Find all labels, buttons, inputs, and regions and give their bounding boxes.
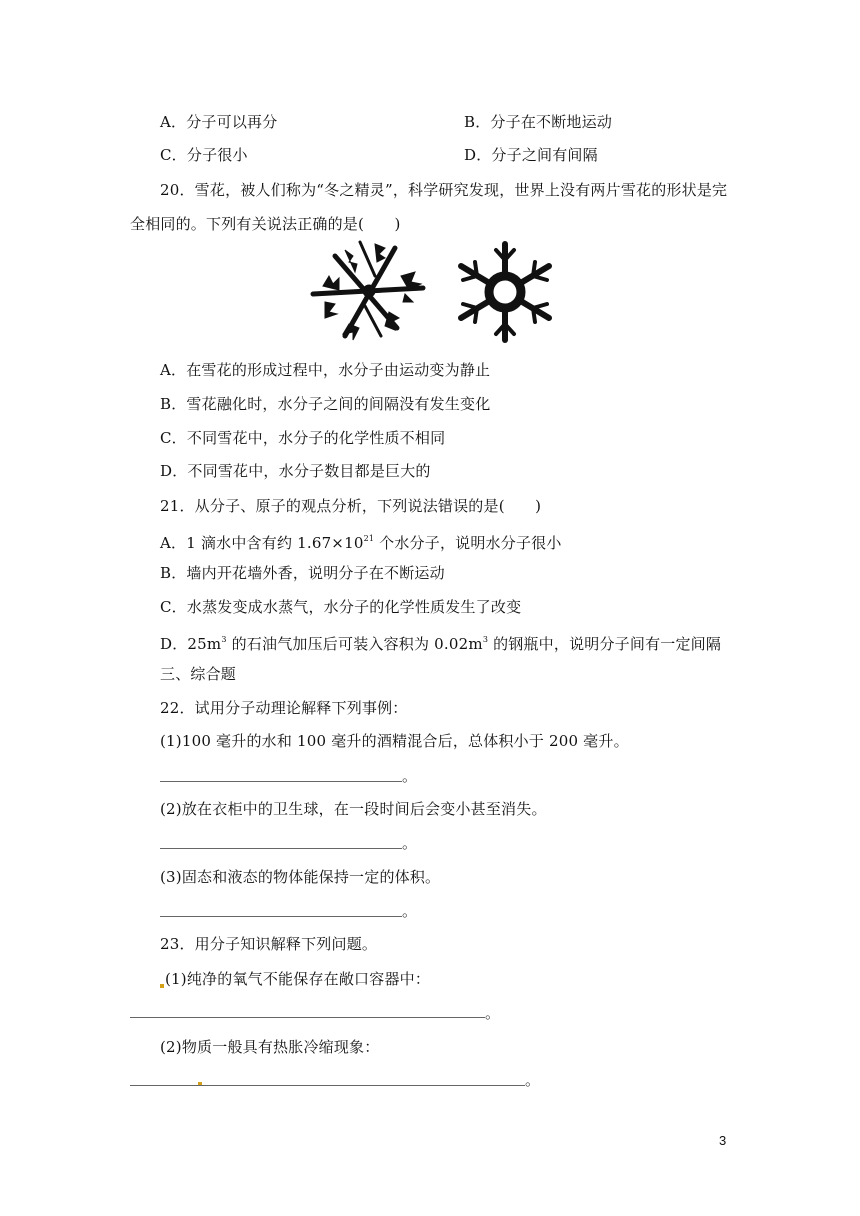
q22-answer-blank-3[interactable] [160, 916, 402, 917]
q21-option-b: B．墙内开花墙外香，说明分子在不断运动 [160, 564, 445, 582]
q19-option-c: C．分子很小 [160, 146, 248, 164]
q23-blank2-period: 。 [525, 1071, 541, 1089]
q22-blank1-period: 。 [402, 767, 418, 785]
q22-answer-blank-1[interactable] [160, 781, 402, 782]
marker-dot [160, 984, 164, 988]
irregular-snowflake-image [313, 242, 423, 340]
page-number: 3 [719, 1133, 727, 1148]
q22-answer-blank-2[interactable] [160, 848, 402, 849]
q23-blank1-period: 。 [485, 1004, 501, 1022]
q22-part3: (3)固态和液态的物体能保持一定的体积。 [160, 868, 441, 886]
q20-stem-line2: 全相同的。下列有关说法正确的是( ) [130, 215, 401, 233]
q21-option-a: A．1 滴水中含有约 $1.67\times 10^{21}$ 个水分子，说明水分子很小 [160, 534, 562, 552]
q19-option-d: D．分子之间有间隔 [464, 146, 598, 164]
q22-blank3-period: 。 [402, 902, 418, 920]
q23-part1: (1)纯净的氧气不能保存在敞口容器中： [165, 970, 431, 988]
q20-option-d: D．不同雪花中，水分子数目都是巨大的 [160, 462, 431, 480]
q23-stem: 23．用分子知识解释下列问题。 [160, 935, 378, 953]
q19-option-b: B．分子在不断地运动 [464, 113, 613, 131]
q23-answer-blank-1[interactable] [130, 1017, 485, 1018]
symmetric-snowflake-image [461, 244, 549, 340]
q20-option-b: B．雪花融化时，水分子之间的间隔没有发生变化 [160, 395, 491, 413]
q20-option-c: C．不同雪花中，水分子的化学性质不相同 [160, 429, 446, 447]
q22-blank2-period: 。 [402, 834, 418, 852]
section-heading: 三、综合题 [160, 665, 237, 683]
q23-part2: (2)物质一般具有热胀冷缩现象： [160, 1038, 380, 1056]
q22-part1: (1)100 毫升的水和 100 毫升的酒精混合后，总体积小于 200 毫升。 [160, 732, 629, 750]
marker-dot-2 [198, 1082, 202, 1085]
q20-option-a: A．在雪花的形成过程中，水分子由运动变为静止 [160, 361, 491, 379]
q23-answer-blank-2[interactable] [130, 1085, 525, 1086]
q20-stem-line1: 20．雪花，被人们称为“冬之精灵”，科学研究发现，世界上没有两片雪花的形状是完 [160, 181, 728, 199]
snowflake-figure [305, 236, 565, 344]
q22-stem: 22．试用分子动理论解释下列事例： [160, 699, 408, 717]
q19-option-a: A．分子可以再分 [160, 113, 278, 131]
q21-stem: 21．从分子、原子的观点分析，下列说法错误的是( ) [160, 497, 542, 515]
q21-option-d: D．$25m^3$ 的石油气加压后可装入容积为 $0.02m^3$ 的钢瓶中，说明分子间有一定间隔 [160, 635, 722, 653]
q21-option-c: C．水蒸发变成水蒸气，水分子的化学性质发生了改变 [160, 598, 522, 616]
q22-part2: (2)放在衣柜中的卫生球，在一段时间后会变小甚至消失。 [160, 800, 547, 818]
